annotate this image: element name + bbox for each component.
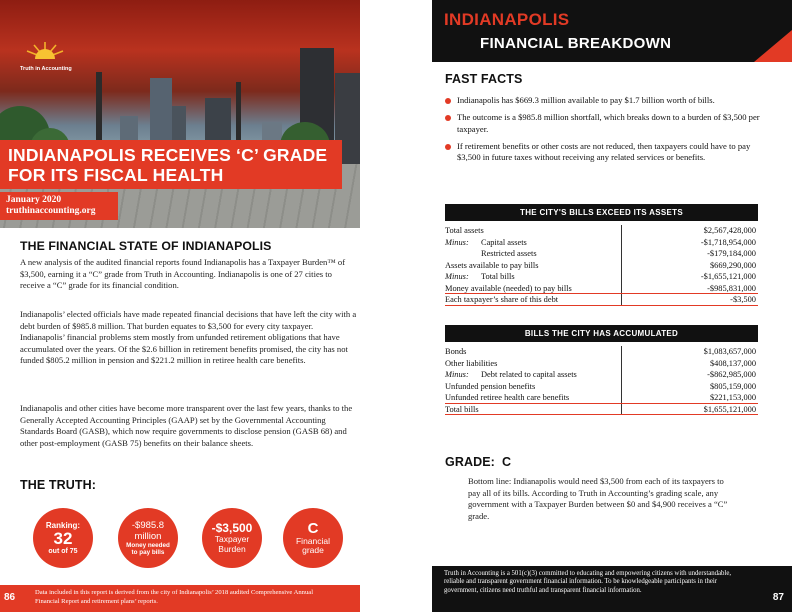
left-footer: [0, 585, 360, 612]
ranking-circle: [33, 508, 93, 568]
table-row: Money available (needed) to pay bills -$985,831,000: [445, 283, 756, 293]
table-row: Assets available to pay bills $669,290,000: [445, 260, 756, 270]
fast-facts-list: [445, 95, 775, 163]
table-row: Minus: Debt related to capital assets -$862,985,000: [445, 370, 756, 379]
report-date-block: [0, 192, 118, 220]
bills-table: [445, 325, 758, 415]
table-row: Minus: Capital assets -$1,718,954,000: [445, 237, 756, 247]
taxpayer-burden-label: Taxpayer Burden: [214, 534, 250, 554]
table-row: Each taxpayer’s share of this debt -$3,500: [445, 295, 756, 304]
fact-item: [445, 112, 775, 135]
table-row: Minus: Total bills -$1,655,121,000: [445, 272, 756, 281]
fact-item: [445, 141, 775, 164]
fast-facts-title: FAST FACTS: [445, 72, 523, 86]
paragraph-2: Indianapolis’ elected officials have made repeated financial decisions that have left the city with a debt burden of $985.8 million. That burden equates to $3,500 for every city taxpayer. Indianapolis’ financial problems stem mostly from unfunded retirement obligations that have accumulated over the years. Of the $2.6 billion in retirement benefits promised, the city has not funded $805.2 million in pension and $221.2 million in retiree health care benefits.: [20, 309, 357, 366]
banner-city: INDIANAPOLIS: [444, 10, 570, 29]
fact-item: [445, 95, 775, 106]
section-title-the-truth: THE TRUTH:: [20, 478, 96, 492]
table-row: Total assets $2,567,428,000: [445, 226, 756, 235]
right-page: [396, 0, 792, 612]
page-number-left: 86: [4, 592, 16, 603]
bills-table-title: BILLS THE CITY HAS ACCUMULATED: [445, 325, 758, 342]
money-needed-unit: million: [134, 531, 162, 542]
table-row: Restricted assets -$179,184,000: [481, 249, 756, 258]
grade-title: GRADE: C: [445, 455, 512, 469]
grade-text: Bottom line: Indianapolis would need $3,500 from each of its taxpayers to pay all of its bills. According to Truth in Accounting’s grading scale, any government with a Taxpayer Burden between $0 and $4,900 receives a “C” grade.: [468, 476, 728, 521]
right-footer: [432, 566, 792, 612]
website-link[interactable]: truthinaccounting.org: [6, 206, 96, 216]
ranking-value: 32: [53, 529, 73, 548]
table-row: Unfunded retiree health care benefits $221,153,000: [445, 393, 756, 402]
section-title-financial-state: THE FINANCIAL STATE OF INDIANAPOLIS: [20, 239, 272, 253]
ranking-label: Ranking:: [45, 521, 81, 530]
page-number-right: 87: [772, 592, 784, 603]
financial-grade-value: C: [307, 519, 319, 537]
fact-text: The outcome is a $985.8 million shortfall, which breaks down to a burden of $3,500 per taxpayer.: [457, 112, 760, 134]
money-needed-label: Money needed to pay bills: [126, 542, 170, 556]
money-needed-value: -$985.8: [131, 520, 165, 531]
footer-mission-text: Truth in Accounting is a 501(c)(3) committed to educating and empowering citizens with understandable, reliable and transparent government financial information. To be knowledgeable participants in their government, citizens need truthful and transparent financial information.: [444, 570, 732, 594]
taxpayer-burden-value: -$3,500: [211, 521, 253, 535]
financial-grade-circle: [283, 508, 343, 568]
hero-image: [0, 0, 360, 228]
banner: [432, 0, 792, 62]
assets-table-title: THE CITY'S BILLS EXCEED ITS ASSETS: [445, 204, 758, 221]
table-row: Bonds $1,083,657,000: [445, 347, 756, 356]
table-row: Unfunded pension benefits $805,159,000: [445, 381, 756, 391]
hero-title: INDIANAPOLIS RECEIVES ‘C’ GRADE FOR ITS FISCAL HEALTH: [0, 140, 342, 189]
paragraph-3: Indianapolis and other cities have become more transparent over the last few years, thanks to the Generally Accepted Accounting Principles (GAAP) set by the Governmental Accounting Standards Board (GASB), which now require governments to disclose pension (GASB 68) and other post-employment (GASB 75) benefits on their balance sheets.: [20, 403, 353, 448]
banner-subtitle: FINANCIAL BREAKDOWN: [480, 35, 672, 52]
paragraph-1: A new analysis of the audited financial reports found Indianapolis has a Taxpayer Burden™ of $3,500, earning it a “C” grade from Truth in Accounting. Indianapolis is one of 27 cities to receive a “C” grade for its financial condition.: [20, 257, 346, 291]
fact-text: Indianapolis has $669.3 million available to pay $1.7 billion worth of bills.: [457, 95, 715, 105]
money-needed-circle: [118, 508, 178, 568]
assets-table: [445, 204, 758, 306]
truth-in-accounting-logo: [20, 38, 70, 70]
table-row: Total bills $1,655,121,000: [445, 404, 756, 414]
logo-text: Truth in Accounting: [20, 66, 72, 72]
report-date: January 2020: [6, 195, 62, 205]
footer-note: Data included in this report is derived from the city of Indianapolis’ 2018 audited Comprehensive Annual Financial Report and retirement plans’ reports.: [35, 589, 314, 605]
fact-text: If retirement benefits or other costs are not reduced, then taxpayers could have to pay $3,500 in future taxes without receiving any related services or benefits.: [457, 140, 751, 163]
ranking-total: out of 75: [48, 548, 78, 555]
banner-red-triangle: [746, 30, 792, 62]
taxpayer-burden-circle: [202, 508, 262, 568]
financial-grade-label: Financial grade: [295, 535, 331, 555]
table-row: Other liabilities $408,137,000: [445, 358, 756, 368]
